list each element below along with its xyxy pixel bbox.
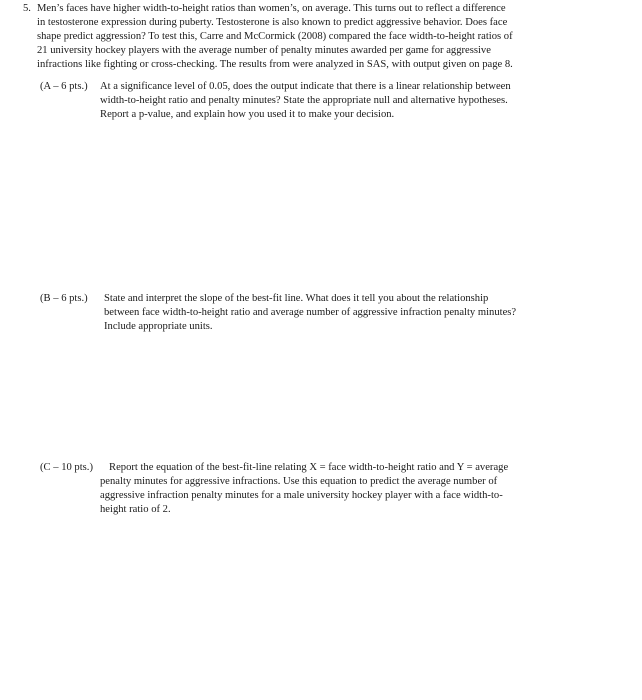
intro-line-5: infractions like fighting or cross-checking. The results from were analyzed in SAS, with output given on page 8. <box>37 59 513 70</box>
intro-line-3: shape predict aggression? To test this, Carre and McCormick (2008) compared the face width-to-height ratios of <box>37 31 513 42</box>
part-a-line-3: Report a p-value, and explain how you used it to make your decision. <box>100 109 395 120</box>
part-b-line-2: between face width-to-height ratio and average number of aggressive infraction penalty minutes? <box>104 307 517 318</box>
part-c-line-4: height ratio of 2. <box>100 504 171 515</box>
part-a-line-1: At a significance level of 0.05, does the output indicate that there is a linear relationship between <box>100 81 511 92</box>
part-c-line-1: Report the equation of the best-fit-line relating X = face width-to-height ratio and Y = average <box>109 462 509 473</box>
part-c-label: (C – 10 pts.) <box>40 462 93 473</box>
intro-line-2: in testosterone expression during puberty. Testosterone is also known to predict aggressive behavior. Does face <box>37 17 508 28</box>
part-b-line-1: State and interpret the slope of the best-fit line. What does it tell you about the relationship <box>104 293 489 304</box>
part-c-line-2: penalty minutes for aggressive infractions. Use this equation to predict the average number of <box>100 476 498 487</box>
part-b-label: (B – 6 pts.) <box>40 293 88 304</box>
intro-line-1: Men’s faces have higher width-to-height ratios than women’s, on average. This turns out to reflect a difference <box>37 3 506 14</box>
part-c-line-3: aggressive infraction penalty minutes for a male university hockey player with a face width-to- <box>100 490 503 501</box>
intro-line-4: 21 university hockey players with the average number of penalty minutes awarded per game for aggressive <box>37 45 491 56</box>
part-a-line-2: width-to-height ratio and penalty minutes? State the appropriate null and alternative hypotheses. <box>100 95 508 106</box>
part-a-label: (A – 6 pts.) <box>40 81 88 92</box>
part-b-line-3: Include appropriate units. <box>104 321 213 332</box>
question-number: 5. <box>23 3 31 14</box>
